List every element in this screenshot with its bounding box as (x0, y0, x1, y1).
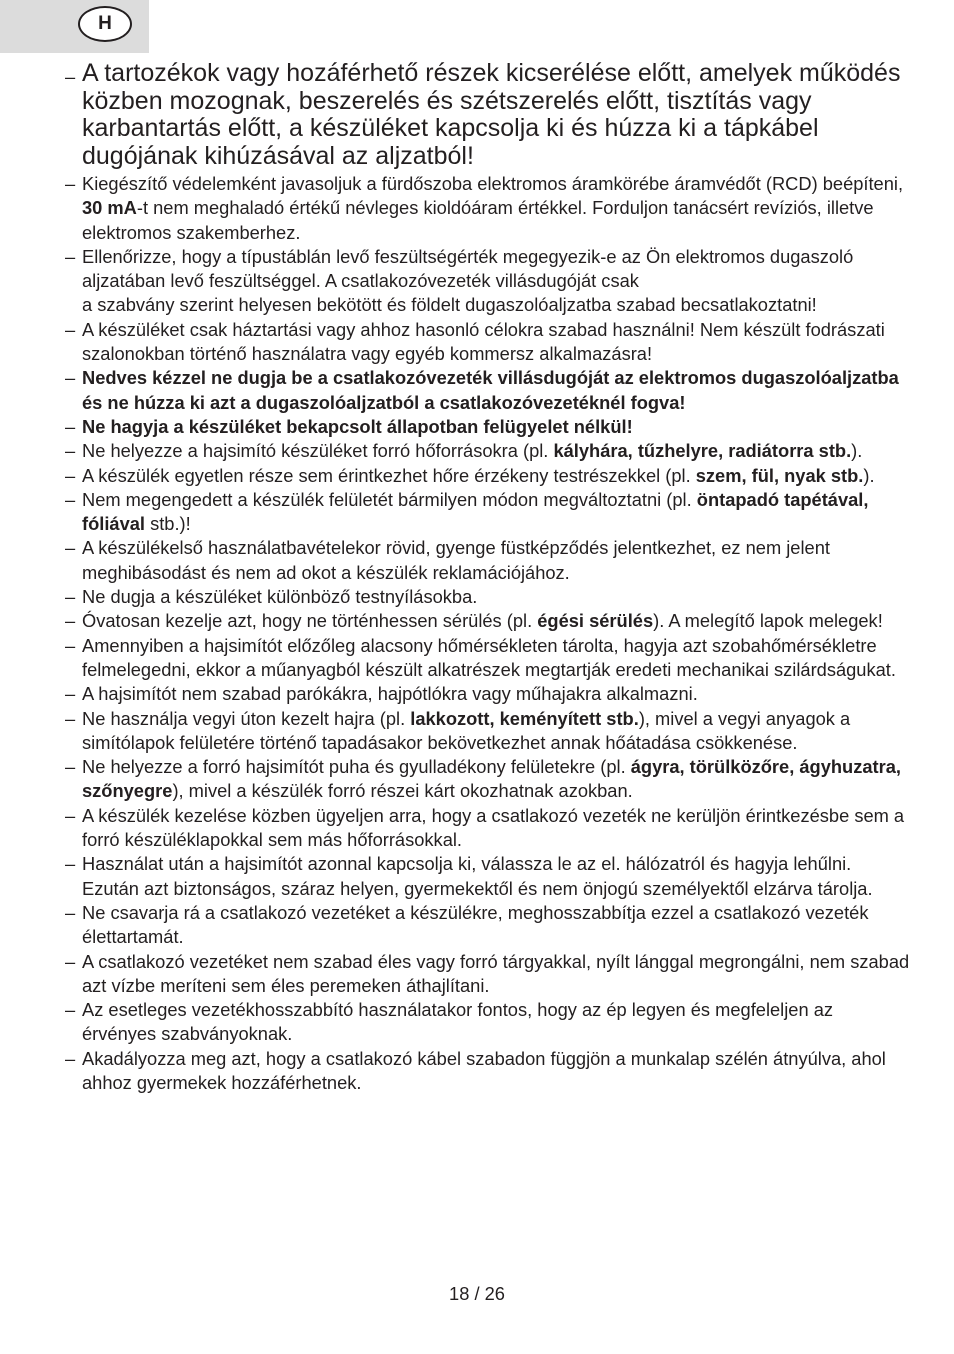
list-dash: – (65, 586, 76, 608)
list-item (65, 366, 910, 415)
list-dash: – (65, 173, 76, 194)
item-text: A tartozékok vagy hozáférhető részek kicserélése előtt, amelyek működés közben mozognak, beszerelés és szétszerelés előtt, tisztítás vagy karbantartás előtt, a készüléket kapcsolja ki és húzza ki a tápkábel dugójának kihúzásával az aljzatból! (82, 59, 901, 170)
list-item (65, 609, 910, 633)
item-text: Ne használja vegyi úton kezelt hajra (pl. (82, 707, 411, 729)
list-item (65, 852, 910, 901)
item-text: A csatlakozó vezetéket nem szabad éles vagy forró tárgyakkal, nyílt lánggal megrongálni, nem szabad azt vízbe meríteni sem éles peremeken áthajlítani. (82, 950, 910, 996)
item-text: A készülékelső használatbavételekor rövid, gyenge füstképződés jelentkezhet, ez nem jelent meghibásodást és nem ad okot a készülék reklamációjához. (82, 537, 830, 583)
item-emphasis: égési sérülés (537, 610, 654, 632)
list-dash: – (65, 950, 76, 972)
list-dash: – (65, 488, 76, 510)
list-dash: – (65, 756, 76, 778)
list-dash: – (65, 634, 76, 656)
item-text: ). (863, 464, 875, 486)
list-dash: – (65, 66, 76, 87)
language-badge: H (78, 6, 132, 42)
item-text: Nem megengedett a készülék felületét bármilyen módon megváltoztatni (pl. (82, 488, 697, 510)
item-text: Ellenőrizze, hogy a típustáblán levő feszültségérték megegyezik-e az Ön elektromos dugaszoló aljzatában levő feszültséggel. A csatlakozóvezeték villásdugóját csak (82, 245, 854, 292)
item-emphasis: öntapadó tapétával, fóliával (82, 488, 869, 535)
list-item (65, 901, 910, 950)
list-dash: – (65, 707, 76, 729)
language-tab (0, 0, 149, 53)
item-text: Kiegészítő védelemként javasoljuk a fürdőszoba elektromos áramkörébe áramvédőt (RCD) beépíteni, (82, 173, 904, 194)
item-emphasis: kályhára, tűzhelyre, radiátorra stb. (553, 440, 852, 462)
item-text: Ne helyezze a forró hajsimítót puha és gyulladékony felületekre (pl. (82, 756, 631, 778)
item-text: Akadályozza meg azt, hogy a csatlakozó kábel szabadon függjön a munkalap szélén átnyúlva, ahol ahhoz gyermekek hozzáférhetnek. (82, 1047, 886, 1093)
list-dash: – (65, 804, 76, 826)
list-item (65, 707, 910, 756)
item-text: ), mivel a készülék forró részei kárt okozhatnak azokban. (172, 780, 633, 802)
list-dash: – (65, 999, 76, 1021)
item-text: ). A melegítő lapok melegek! (653, 610, 883, 632)
list-dash: – (65, 318, 76, 340)
list-item (65, 634, 910, 683)
list-item (65, 488, 910, 537)
item-text: Óvatosan kezelje azt, hogy ne történhessen sérülés (pl. (82, 610, 538, 632)
item-text: A készülék kezelése közben ügyeljen arra, hogy a csatlakozó vezeték ne kerüljön érintkezésbe sem a forró készüléklapokkal sem más hőforrásokkal. (82, 804, 905, 851)
list-item (65, 439, 910, 463)
list-dash: – (65, 901, 76, 923)
list-item (65, 536, 910, 585)
list-item (65, 755, 910, 804)
item-emphasis: Nedves kézzel ne dugja be a csatlakozóvezeték villásdugóját az elektromos dugaszolóaljzatba és ne húzza ki azt a dugaszolóaljzatból a csatlakozóvezetéknél fogva! (82, 367, 899, 413)
list-dash: – (65, 464, 76, 486)
item-text: a szabvány szerint helyesen bekötött és földelt dugaszolóaljzatba szabad becsatlakoztatni! (82, 294, 817, 316)
item-text: A készüléket csak háztartási vagy ahhoz hasonló célokra szabad használni! Nem készült fodrászati szalonokban történő használatra vagy egyéb kommersz alkalmazásra! (82, 318, 885, 365)
item-emphasis: lakkozott, keményített stb. (410, 707, 639, 729)
list-item (65, 172, 910, 245)
list-dash: – (65, 367, 76, 389)
item-text: A hajsimítót nem szabad parókákra, hajpótlókra vagy műhajakra alkalmazni. (82, 683, 698, 705)
list-dash: – (65, 415, 76, 437)
list-dash: – (65, 683, 76, 705)
list-item (65, 415, 910, 439)
list-item (65, 60, 910, 170)
item-text: stb.)! (145, 513, 191, 535)
list-item (65, 464, 910, 488)
list-item (65, 950, 910, 999)
item-text: Ne csavarja rá a csatlakozó vezetéket a készülékre, meghosszabbítja ezzel a csatlakozó vezeték élettartamát. (82, 901, 869, 948)
item-emphasis: szem, fül, nyak stb. (695, 464, 864, 486)
list-dash: – (65, 853, 76, 875)
list-dash: – (65, 610, 76, 632)
item-text: Ne helyezze a hajsimító készüléket forró hőforrásokra (pl. (82, 440, 554, 462)
item-text: ). (851, 440, 863, 462)
list-dash: – (65, 440, 76, 462)
list-item (65, 245, 910, 318)
item-text: Ne dugja a készüléket különböző testnyílásokba. (82, 586, 478, 608)
list-dash: – (65, 1047, 76, 1069)
list-item (65, 1047, 910, 1096)
item-text: ), mivel a vegyi anyagok a simítólapok felületére történő tapadásakor bekövetkezhet annak hőátadása csökkenése. (82, 707, 851, 753)
item-emphasis: ágyra, törülközőre, ágyhuzatra, szőnyegre (82, 756, 901, 802)
page-number: 18 / 26 (449, 1283, 505, 1304)
item-text: Amennyiben a hajsimítót előzőleg alacsony hőmérsékleten tárolta, hagyja azt szobahőmérsékletre felmelegedni, ekkor a műanyagból készült alkatrészek megtartják eredeti mechanikai szilárdságukat. (82, 634, 896, 680)
list-dash: – (65, 537, 76, 559)
list-item (65, 682, 910, 706)
item-text: -t nem meghaladó értékű névleges kioldóáram értékkel. Forduljon tanácsért revíziós, illetve elektromos szakemberhez. (82, 197, 874, 243)
list-item (65, 804, 910, 853)
list-dash: – (65, 245, 76, 267)
item-emphasis: 30 mA (82, 197, 137, 219)
item-emphasis: Ne hagyja a készüléket bekapcsolt állapotban felügyelet nélkül! (82, 415, 633, 437)
list-item (65, 585, 910, 609)
list-item (65, 318, 910, 367)
item-text: Az esetleges vezetékhosszabbító használatakor fontos, hogy az ép legyen és megfeleljen az érvényes szabványoknak. (82, 999, 834, 1045)
item-text: A készülék egyetlen része sem érintkezhet hőre érzékeny testrészekkel (pl. (82, 464, 696, 486)
item-text: Használat után a hajsimítót azonnal kapcsolja ki, válassza le az el. hálózatról és hagyja lehűlni. Ezután azt biztonságos, száraz helyen, gyermekektől és nem önjogú személyektől elzárva tárolja. (82, 853, 873, 899)
safety-instructions-list (65, 60, 910, 1095)
list-item (65, 998, 910, 1047)
